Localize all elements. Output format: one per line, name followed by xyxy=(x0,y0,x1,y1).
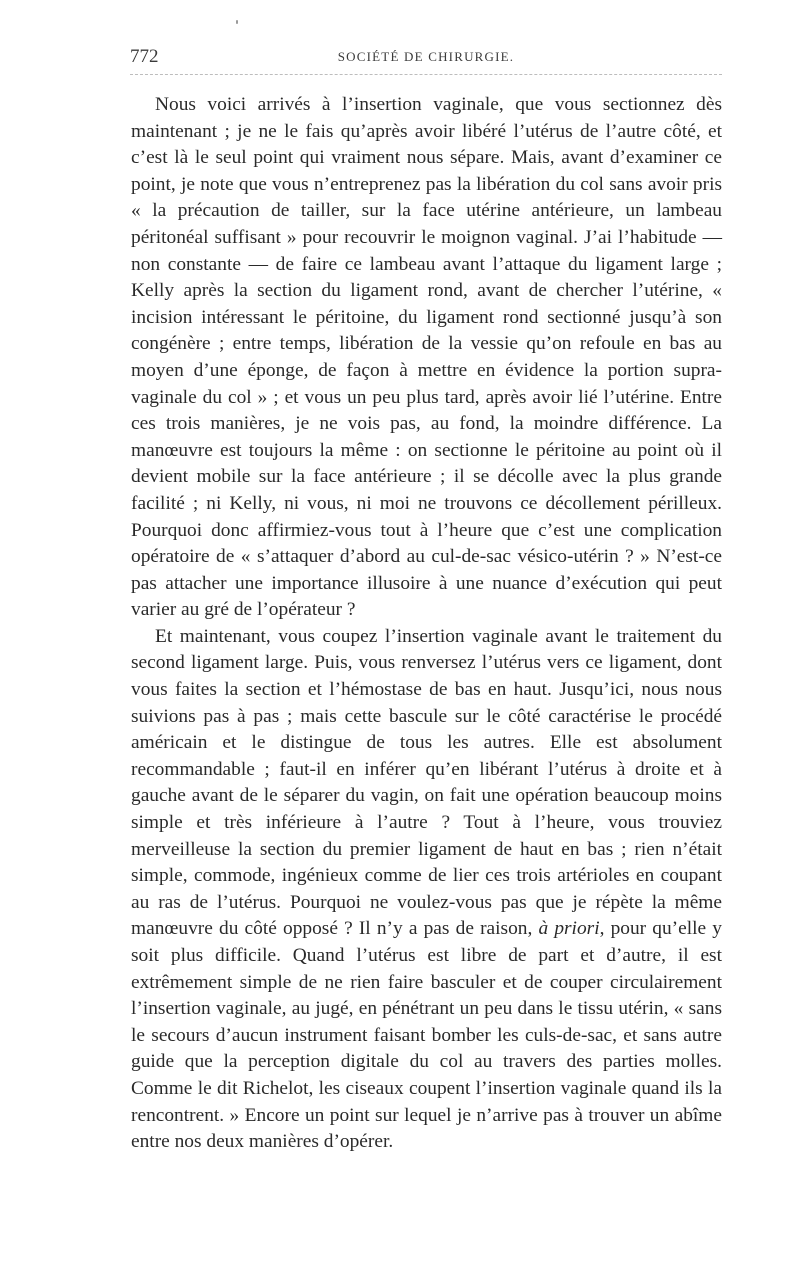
paragraph: Nous voici arrivés à l’insertion vaginale, que vous sectionnez dès maintenant ; je ne le fais qu’après avoir libéré l’utérus de l’autre côté, et c’est là le seul point qui vraiment nous sépare. Mais, avant d’examiner ce point, je note que vous n’entreprenez pas la libération du col sans avoir pris « la précaution de tailler, sur la face utérine antérieure, un lambeau péritonéal suffisant » pour recouvrir le moignon vaginal. J’ai l’habitude — non constante — de faire ce lambeau avant l’attaque du ligament large ; Kelly après la section du ligament rond, avant de chercher l’utérine, « incision intéressant le péritoine, du ligament rond sectionné jusqu’à son congénère ; entre temps, libération de la vessie qu’on refoule en bas au moyen d’une éponge, de façon à mettre en évidence la portion supra-vaginale du col » ; et vous un peu plus tard, après avoir lié l’utérine. Entre ces trois manières, je ne vois pas, au fond, la moindre différence. La manœuvre est toujours la même : on sectionne le péritoine au point où il devient mobile sur la face antérieure ; il se décolle avec la plus grande facilité ; ni Kelly, ni vous, ni moi ne trouvons ce décollement périlleux. Pourquoi donc affirmiez-vous tout à l’heure que c’est une complication opératoire de « s’attaquer d’abord au cul-de-sac vésico-utérin ? » N’est-ce pas attacher une importance illusoire à une nuance d’exécution qui peut varier au gré de l’opérateur ? xyxy=(131,94,722,621)
body-text xyxy=(131,92,722,1156)
paragraph-text: , pour qu’elle y soit plus difficile. Quand l’utérus est libre de part et d’autre, il est extrêmement simple de ne rien faire basculer et de couper circulairement l’insertion vaginale, au jugé, en pénétrant un peu dans le tissu utérin, « sans le secours d’aucun instrument faisant bomber les culs-de-sac, et sans autre guide que la perception digitale du col au travers des parties molles. Comme le dit Richelot, les ciseaux coupent l’insertion vaginale quand ils la rencontrent. » Encore un point sur lequel je n’arrive pas à trouver un abîme entre nos deux manières d’opérer. xyxy=(131,918,722,1153)
paragraph xyxy=(131,624,722,1156)
print-speck xyxy=(236,20,238,24)
italic-term: à priori xyxy=(538,918,600,940)
header-rule xyxy=(130,74,722,75)
page-number: 772 xyxy=(130,46,159,67)
paragraph-text: Et maintenant, vous coupez l’insertion vaginale avant le traitement du second ligament large. Puis, vous renversez l’utérus vers ce ligament, dont vous faites la section et l’hémostase de bas en haut. Jusqu’ici, nous nous suivions pas à pas ; mais cette bascule sur le côté caractérise le procédé américain et le distingue de tous les autres. Elle est absolument recommandable ; faut-il en inférer qu’en libérant l’utérus à droite et à gauche avant de le séparer du vagin, on fait une opération beaucoup moins simple et très inférieure à l’autre ? Tout à l’heure, vous trouviez merveilleuse la section du premier ligament de haut en bas ; rien n’était simple, commode, ingénieux comme de lier ces trois artérioles en coupant au ras de l’utérus. Pourquoi ne voulez-vous pas que je répète la même manœuvre du côté opposé ? Il n’y a pas de raison, xyxy=(131,625,722,940)
page-header xyxy=(130,44,722,68)
running-head: SOCIÉTÉ DE CHIRURGIE. xyxy=(337,49,515,64)
